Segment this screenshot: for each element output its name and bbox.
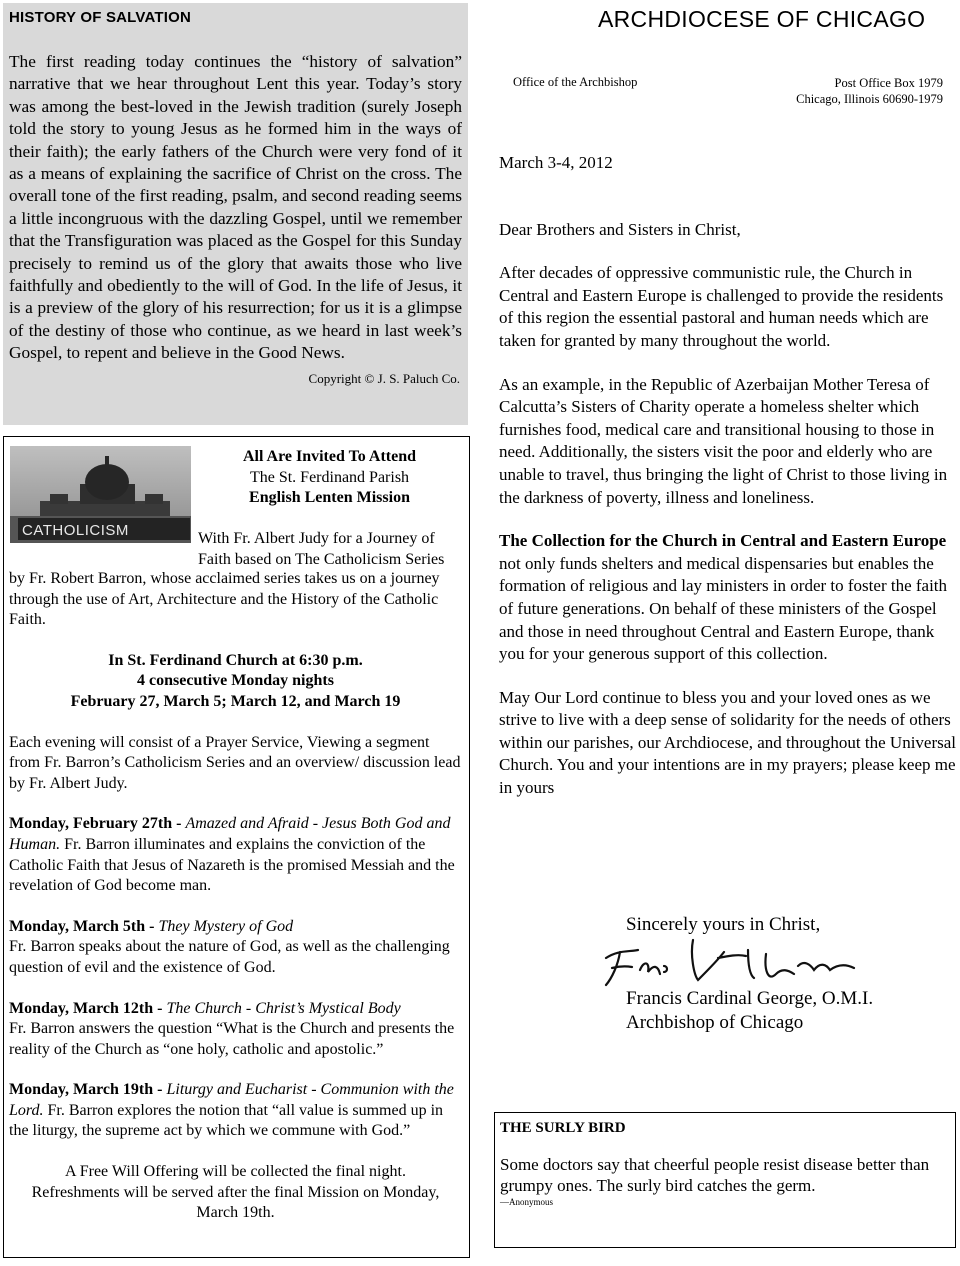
session-date: Monday, March 5th - [9, 917, 159, 935]
mission-invitation [198, 447, 461, 509]
session-item [9, 814, 462, 896]
session-item [9, 917, 462, 979]
history-heading: HISTORY OF SALVATION [9, 9, 192, 26]
letter-paragraph-3: The Collection for the Church in Central and Eastern Europe not only funds shelters and medical dispensaries but enables the formation of religious and lay ministers in order to foster the faith of future generations. On behalf of these ministers of the Gospel and those in need throughout Central and Eastern Europe, thank you for your generous support of this collection. [499, 531, 948, 664]
letter-paragraph-4: May Our Lord continue to bless you and your loved ones as we strive to live with a deep sense of solidarity for the needs of others within our parishes, our Archdiocese, and throughout the Universal Church. You and your intentions are in my prayers; please keep me in yours [499, 687, 957, 798]
mission-closing-2: Refreshments will be served after the final Mission on Monday, March 19th. [31, 1183, 440, 1222]
session-desc: Fr. Barron answers the question “What is the Church and presents the reality of the Church as “one holy, catholic and apostolic.” [9, 1020, 455, 1058]
session-title: Liturgy and Eucharist - Communion with the Lord. [9, 1081, 454, 1119]
mission-by-text: by Fr. Robert Barron, whose acclaimed series takes us on a journey through the use of Art, Architecture and the History of the Catholic Faith. [9, 570, 440, 629]
surly-attribution: —Anonymous [500, 1197, 554, 1207]
signatory-title: Archbishop of Chicago [626, 1012, 804, 1033]
mission-nights: 4 consecutive Monday nights [137, 672, 334, 690]
letter-closing: Sincerely yours in Christ, [626, 914, 821, 935]
session-date: Monday, March 19th - [9, 1081, 167, 1099]
mission-evening-desc: Each evening will consist of a Prayer Service, Viewing a segment from Fr. Barron’s Catholicism Series and an overview/ discussion lead by Fr. Albert Judy. [9, 733, 461, 792]
archdiocese-header: ARCHDIOCESE OF CHICAGO [598, 6, 926, 32]
session-item [9, 1080, 462, 1142]
session-item [9, 999, 462, 1061]
mission-location: In St. Ferdinand Church at 6:30 p.m. [108, 651, 363, 669]
surly-body: Some doctors say that cheerful people resist disease better than grumpy ones. The surly bird catches the germ. [500, 1155, 930, 1195]
session-date: Monday, March 12th - [9, 999, 167, 1017]
mission-closing-1: A Free Will Offering will be collected the final night. [65, 1163, 406, 1181]
mission-details [9, 569, 462, 1224]
session-desc: Fr. Barron explores the notion that “all value is summed up in the liturgy, the supreme act by which we commune with God.” [9, 1101, 444, 1140]
pobox-line-2: Chicago, Illinois 60690-1979 [796, 92, 943, 106]
letter-paragraph-1: After decades of oppressive communistic rule, the Church in Central and Eastern Europe is challenged to provide the residents of this region the essential pastoral and human needs which are taken for granted by many throughout the world. [499, 263, 944, 350]
session-date: Monday, February 27th - [9, 815, 186, 833]
history-body: The first reading today continues the “history of salvation” narrative that we hear throughout Lent this year. Today’s story was among the best-loved in the Jewish tradition (surely Joseph told the story to young Jesus as he formed him in the ways of their faith); the early fathers of the Church were very fond of it as a means of explaining the sacrifice of Christ on the cross. The overall tone of the first reading, psalm, and second reading seems a little incongruous with the dazzling Gospel, until we remember that the Transfiguration was placed as the Gospel for this Sunday precisely to remind us of the glory that awaits those who live faithfully and obediently to the will of God. In the life of Jesus, it is a preview of the glory of his resurrection; for us it is a glimpse of the destiny of those who continue, as we heard in last week’s Gospel, to repent and believe in the Good News. [9, 52, 463, 363]
invite-line-3: English Lenten Mission [249, 489, 410, 506]
post-office-address [738, 75, 943, 107]
office-of-archbishop: Office of the Archbishop [513, 75, 638, 89]
surly-heading: THE SURLY BIRD [500, 1120, 626, 1136]
catholicism-series-image [10, 446, 191, 543]
session-title: Amazed and Afraid - Jesus Both God and Human. [9, 815, 451, 853]
invite-line-1: All Are Invited To Attend [242, 448, 417, 465]
invite-line-2: The St. Ferdinand Parish [249, 468, 410, 486]
mission-with-text: With Fr. Albert Judy for a Journey of Faith based on The Catholicism Series [198, 530, 445, 568]
session-title: The Church - Christ’s Mystical Body [166, 999, 401, 1017]
history-copyright: Copyright © J. S. Paluch Co. [308, 370, 460, 386]
surly-bird-box [494, 1112, 956, 1248]
letter-paragraph-2: As an example, in the Republic of Azerbaijan Mother Teresa of Calcutta’s Sisters of Charity operate a homeless shelter which furnishes food, medical care and transitional housing to those in need. Additionally, the sisters visit the poor and elderly who are unable to travel, thus bringing the light of Christ to those living in the darkness of poverty, illness and loneliness. [499, 374, 948, 507]
collection-name: The Collection for the Church in Central and Eastern Europe [499, 531, 947, 551]
catholicism-image-label: CATHOLICISM [22, 522, 129, 539]
session-title: They Mystery of God [158, 917, 294, 935]
session-desc: Fr. Barron speaks about the nature of God, as well as the challenging question of evil and the existence of God. [9, 938, 450, 976]
archbishop-letter [499, 152, 956, 800]
history-of-salvation-box [3, 3, 468, 425]
letter-salutation: Dear Brothers and Sisters in Christ, [499, 219, 741, 239]
session-desc: Fr. Barron illuminates and explains the conviction of the Catholic Faith that Jesus of Nazareth is the promised Messiah and the revelation of God become man. [9, 835, 455, 895]
letter-date: March 3-4, 2012 [499, 153, 613, 172]
signatory [626, 987, 873, 1035]
pobox-line-1: Post Office Box 1979 [834, 76, 943, 90]
mission-dates: February 27, March 5; March 12, and March 19 [70, 692, 401, 710]
signatory-name: Francis Cardinal George, O.M.I. [626, 988, 874, 1009]
handwritten-signature [598, 930, 878, 990]
